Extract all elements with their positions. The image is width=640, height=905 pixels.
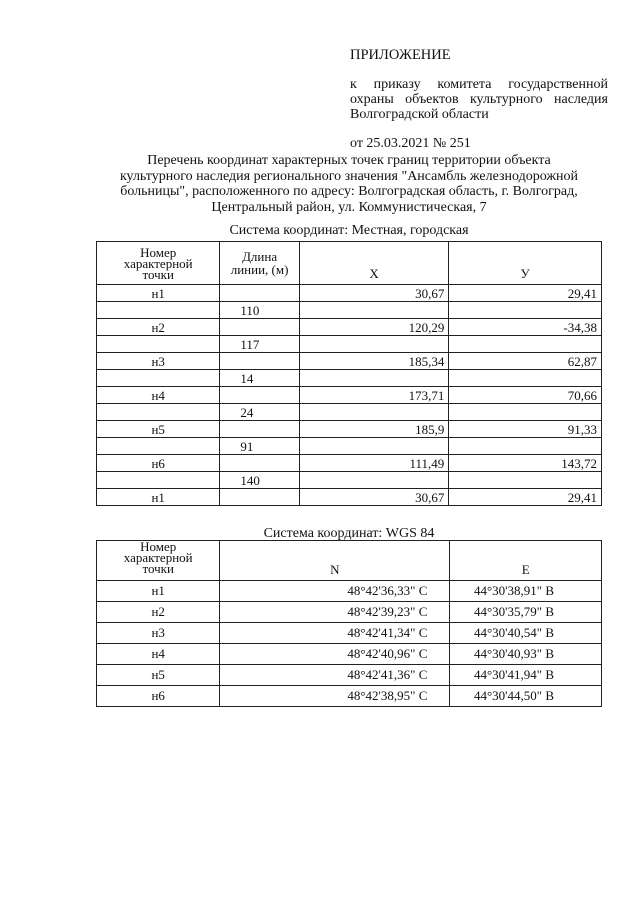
- appendix-title: ПРИЛОЖЕНИЕ: [350, 47, 451, 63]
- y-cell: [449, 404, 602, 421]
- point-cell: н3: [97, 353, 220, 370]
- y-cell: 70,66: [449, 387, 602, 404]
- segment-row: [97, 336, 602, 353]
- header-line-length: Длина линии, (м): [220, 242, 299, 285]
- order-line-1: к приказу комитета государственной: [350, 77, 608, 92]
- y-cell: [449, 370, 602, 387]
- order-line-2: охраны объектов культурного наследия: [350, 92, 608, 107]
- segment-row: [97, 472, 602, 489]
- y-cell: 91,33: [449, 421, 602, 438]
- length-cell: 24: [220, 404, 299, 421]
- x-cell: 30,67: [299, 489, 449, 506]
- heading-line-1: Перечень координат характерных точек границ территории объекта: [147, 153, 551, 168]
- document-heading: [88, 153, 610, 215]
- x-cell: [299, 472, 449, 489]
- n-cell: 48°42'41,34" С: [220, 623, 450, 644]
- point-cell: н5: [97, 665, 220, 686]
- header-n: N: [220, 541, 450, 581]
- x-cell: 173,71: [299, 387, 449, 404]
- table-row: [97, 686, 602, 707]
- x-cell: 111,49: [299, 455, 449, 472]
- point-cell: [97, 472, 220, 489]
- y-cell: 29,41: [449, 285, 602, 302]
- x-cell: [299, 370, 449, 387]
- x-cell: 185,34: [299, 353, 449, 370]
- y-cell: 143,72: [449, 455, 602, 472]
- e-cell: 44°30'44,50" В: [450, 686, 602, 707]
- header-point-number: Номер характерной точки: [97, 242, 220, 285]
- table-row: [97, 665, 602, 686]
- length-cell: [220, 421, 299, 438]
- table-row: [97, 319, 602, 336]
- n-cell: 48°42'36,33" С: [220, 581, 450, 602]
- table-row: [97, 387, 602, 404]
- point-cell: н1: [97, 581, 220, 602]
- wgs-table-header-row: [97, 541, 602, 581]
- length-cell: [220, 285, 299, 302]
- point-cell: н1: [97, 285, 220, 302]
- point-cell: [97, 438, 220, 455]
- segment-row: [97, 438, 602, 455]
- y-cell: [449, 336, 602, 353]
- x-cell: 185,9: [299, 421, 449, 438]
- length-cell: [220, 319, 299, 336]
- point-cell: [97, 302, 220, 319]
- local-system-caption: Система координат: Местная, городская: [229, 223, 469, 238]
- point-cell: н5: [97, 421, 220, 438]
- segment-row: [97, 302, 602, 319]
- wgs-system-caption: Система координат: WGS 84: [263, 526, 435, 541]
- heading-line-4: Центральный район, ул. Коммунистическая, 7: [211, 199, 487, 215]
- y-cell: 62,87: [449, 353, 602, 370]
- y-cell: [449, 302, 602, 319]
- length-cell: 91: [220, 438, 299, 455]
- length-cell: [220, 387, 299, 404]
- table-row: [97, 623, 602, 644]
- table-row: [97, 602, 602, 623]
- local-table-header-row: [97, 242, 602, 285]
- local-coordinates-table: [96, 241, 602, 506]
- heading-line-3: больницы", расположенного по адресу: Волгоградская область, г. Волгоград,: [120, 184, 578, 199]
- point-cell: н2: [97, 602, 220, 623]
- y-cell: -34,38: [449, 319, 602, 336]
- order-line-3: Волгоградской области: [350, 107, 489, 122]
- e-cell: 44°30'40,54" В: [450, 623, 602, 644]
- table-row: [97, 581, 602, 602]
- point-cell: н2: [97, 319, 220, 336]
- wgs-coordinates-table: [96, 540, 602, 707]
- n-cell: 48°42'38,95" С: [220, 686, 450, 707]
- order-date: от 25.03.2021 № 251: [350, 136, 471, 151]
- segment-row: [97, 404, 602, 421]
- x-cell: [299, 336, 449, 353]
- table-row: [97, 285, 602, 302]
- order-reference: [350, 77, 608, 122]
- length-cell: 140: [220, 472, 299, 489]
- length-cell: 14: [220, 370, 299, 387]
- point-cell: н6: [97, 455, 220, 472]
- table-row: [97, 644, 602, 665]
- header-x: X: [299, 242, 449, 285]
- point-cell: [97, 404, 220, 421]
- table-row: [97, 421, 602, 438]
- point-cell: [97, 336, 220, 353]
- y-cell: [449, 472, 602, 489]
- header-e: E: [450, 541, 602, 581]
- e-cell: 44°30'40,93" В: [450, 644, 602, 665]
- heading-line-2: культурного наследия регионального значения "Ансамбль железнодорожной: [119, 168, 579, 184]
- x-cell: [299, 404, 449, 421]
- length-cell: [220, 455, 299, 472]
- n-cell: 48°42'40,96" С: [220, 644, 450, 665]
- e-cell: 44°30'35,79" В: [450, 602, 602, 623]
- e-cell: 44°30'41,94" В: [450, 665, 602, 686]
- length-cell: 110: [220, 302, 299, 319]
- point-cell: н6: [97, 686, 220, 707]
- point-cell: н1: [97, 489, 220, 506]
- y-cell: [449, 438, 602, 455]
- e-cell: 44°30'38,91" В: [450, 581, 602, 602]
- point-cell: н3: [97, 623, 220, 644]
- table-row: [97, 353, 602, 370]
- point-cell: [97, 370, 220, 387]
- header-point-number: Номер характерной точки: [97, 541, 220, 581]
- length-cell: [220, 353, 299, 370]
- n-cell: 48°42'41,36" С: [220, 665, 450, 686]
- x-cell: 30,67: [299, 285, 449, 302]
- header-y: У: [449, 242, 602, 285]
- table-row: [97, 489, 602, 506]
- x-cell: [299, 438, 449, 455]
- point-cell: н4: [97, 644, 220, 665]
- length-cell: 117: [220, 336, 299, 353]
- length-cell: [220, 489, 299, 506]
- x-cell: 120,29: [299, 319, 449, 336]
- n-cell: 48°42'39,23" С: [220, 602, 450, 623]
- segment-row: [97, 370, 602, 387]
- point-cell: н4: [97, 387, 220, 404]
- appendix-block: [350, 48, 608, 151]
- x-cell: [299, 302, 449, 319]
- table-row: [97, 455, 602, 472]
- y-cell: 29,41: [449, 489, 602, 506]
